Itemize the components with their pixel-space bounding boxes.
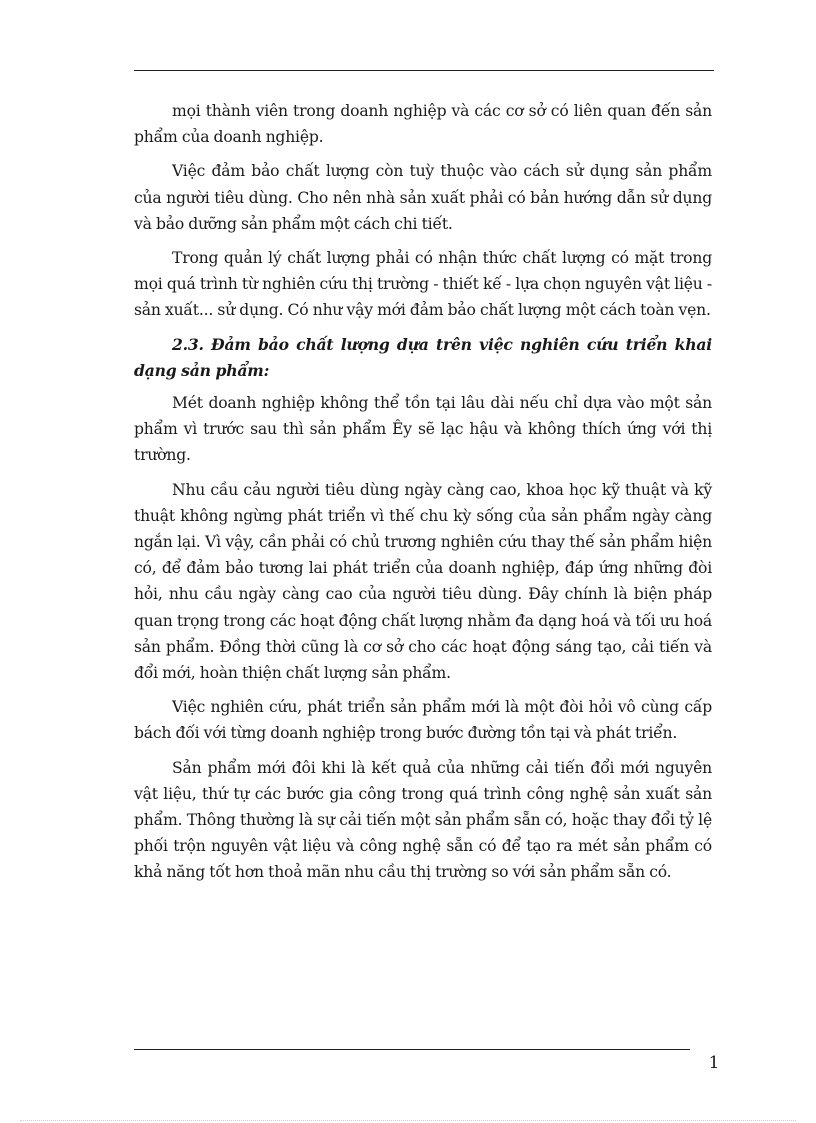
paragraph-continuation: mọi thành viên trong doanh nghiệp và các cơ sở có liên quan đến sản phẩm của doanh nghiệp. xyxy=(134,102,712,147)
page-edge-divider xyxy=(20,1120,796,1121)
footer-rule xyxy=(134,1049,690,1050)
paragraph-new-product-result: Sản phẩm mới đôi khi là kết quả của những cải tiến đổi mới nguyên vật liệu, thứ tự các bước gia công trong quá trình công nghệ sản xuất sản phẩm. Thông thường là sự cải tiến một sản phẩm sẵn có, hoặc thay đổi tỷ lệ phối trộn nguyên vật liệu và công nghệ sẵn có để tạo ra mét sản phẩm có khả năng tốt hơn thoả mãn nhu cầu thị trường so với sản phẩm sẵn có. xyxy=(134,758,712,882)
page-number: 1 xyxy=(708,1053,720,1073)
paragraph-consumer-demand: Nhu cầu cảu người tiêu dùng ngày càng cao, khoa học kỹ thuật và kỹ thuật không ngừng phát triển vì thế chu kỳ sống của sản phẩm ngày càng ngắn lại. Vì vậy, cần phải có chủ trương nghiên cứu thay thế sản phẩm hiện có, để đảm bảo tương lai phát triển của doanh nghiệp, đáp ứng những đòi hỏi, nhu cầu ngày càng cao của người tiêu dùng. Đây chính là biện pháp quan trọng trong các hoạt động chất lượng nhằm đa dạng hoá và tối ưu hoá sản phẩm. Đồng thời cũng là cơ sở cho các hoạt động sáng tạo, cải tiến và đổi mới, hoàn thiện chất lượng sản phẩm. xyxy=(134,480,712,683)
paragraph-single-product: Mét doanh nghiệp không thể tồn tại lâu dài nếu chỉ dựa vào một sản phẩm vì trước sau thì sản phẩm Êy sẽ lạc hậu và không thích ứng với thị trường. xyxy=(134,394,712,465)
section-heading: 2.3. Đảm bảo chất lượng dựa trên việc nghiên cứu triển khai dạng sản phẩm: xyxy=(134,334,712,380)
header-rule xyxy=(134,70,714,71)
paragraph-quality-usage: Việc đảm bảo chất lượng còn tuỳ thuộc vào cách sử dụng sản phẩm của người tiêu dùng. Cho nên nhà sản xuất phải có bản hướng dẫn sử dụng và bảo dưỡng sản phẩm một cách chi tiết. xyxy=(134,162,712,233)
paragraph-new-product-research: Việc nghiên cứu, phát triển sản phẩm mới là một đòi hỏi vô cùng cấp bách đối với từng doanh nghiệp trong bước đường tồn tại và phát triển. xyxy=(134,698,712,743)
paragraph-quality-awareness: Trong quản lý chất lượng phải có nhận thức chất lượng có mặt trong mọi quá trình từ nghiên cứu thị trường - thiết kế - lựa chọn nguyên vật liệu - sản xuất... sử dụng. Có như vậy mới đảm bảo chất lượng một cách toàn vẹn. xyxy=(134,249,712,320)
document-body xyxy=(134,98,712,894)
